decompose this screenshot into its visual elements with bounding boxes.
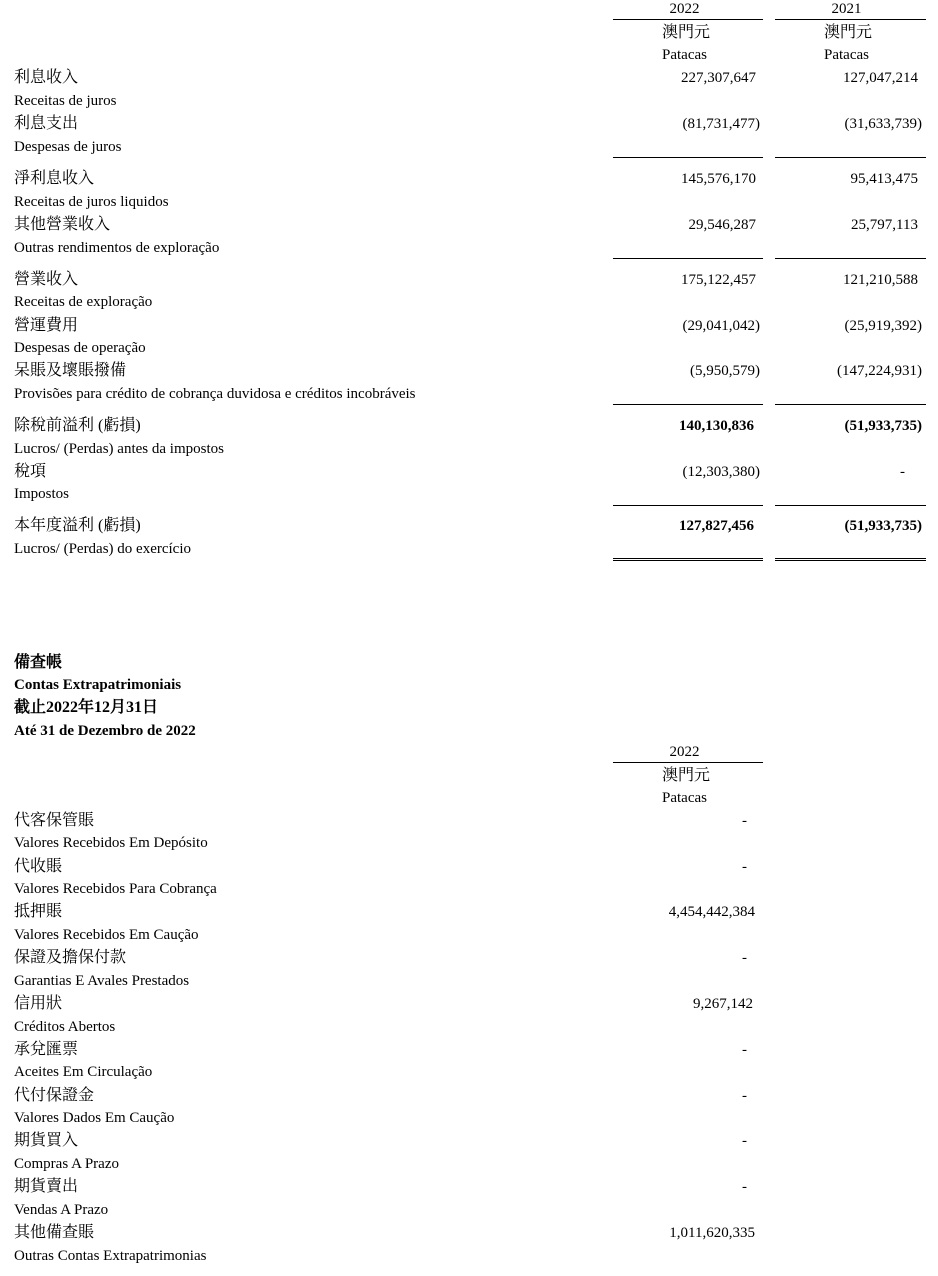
- row-label-pt: Lucros/ (Perdas) do exercício: [14, 541, 192, 557]
- row-label-pt: Despesas de operação: [14, 340, 146, 356]
- row-label-zh: 利息支出: [14, 115, 79, 132]
- value-2021: (147,224,931): [837, 363, 922, 379]
- value-2022: (81,731,477): [682, 116, 760, 132]
- off-balance-header-rule: [613, 762, 763, 763]
- off-balance-label-pt: Valores Recebidos Em Depósito: [14, 835, 208, 851]
- row-label-zh: 稅項: [14, 463, 47, 480]
- off-balance-label-zh: 期貨買入: [14, 1132, 79, 1149]
- row-label-zh: 利息收入: [14, 69, 79, 86]
- off-balance-currency-pt: Patacas: [662, 790, 707, 806]
- row-label-zh: 淨利息收入: [14, 170, 95, 187]
- total-double-rule-2022: [613, 558, 763, 561]
- subtotal-rule-2022: [613, 258, 763, 259]
- row-label-pt: Receitas de juros: [14, 93, 117, 109]
- row-label-pt: Receitas de juros liquidos: [14, 194, 169, 210]
- header-rule-2022: [613, 19, 763, 20]
- off-balance-label-pt: Outras Contas Extrapatrimonias: [14, 1248, 207, 1264]
- off-balance-label-zh: 抵押賬: [14, 903, 63, 920]
- off-balance-label-pt: Aceites Em Circulação: [14, 1064, 153, 1080]
- value-2021: 95,413,475: [850, 171, 918, 187]
- row-label-pt: Despesas de juros: [14, 139, 122, 155]
- value-2022: 127,827,456: [679, 518, 754, 534]
- off-balance-value: -: [742, 1133, 747, 1149]
- row-label-zh: 呆賬及壞賬撥備: [14, 362, 127, 379]
- off-balance-currency-zh: 澳門元: [662, 767, 711, 784]
- year-2021-header: 2021: [831, 1, 862, 17]
- subtotal-rule-2021: [775, 505, 926, 506]
- row-label-zh: 除稅前溢利 (虧損): [14, 417, 141, 434]
- total-double-rule-2021: [775, 558, 926, 561]
- subtotal-rule-2021: [775, 258, 926, 259]
- subtotal-rule-2021: [775, 404, 926, 405]
- off-balance-label-zh: 代收賬: [14, 858, 63, 875]
- off-balance-label-pt: Valores Recebidos Em Caução: [14, 927, 199, 943]
- off-balance-label-pt: Vendas A Prazo: [14, 1202, 109, 1218]
- value-2022: (12,303,380): [682, 464, 760, 480]
- row-label-zh: 營業收入: [14, 271, 79, 288]
- off-balance-label-zh: 其他備查賬: [14, 1224, 95, 1241]
- off-balance-value: 1,011,620,335: [669, 1225, 755, 1241]
- off-balance-value: 4,454,442,384: [668, 904, 755, 920]
- section-date-zh: 截止2022年12月31日: [14, 699, 159, 716]
- value-2021: (25,919,392): [844, 318, 922, 334]
- row-label-pt: Outras rendimentos de exploração: [14, 240, 220, 256]
- row-label-zh: 本年度溢利 (虧損): [14, 517, 141, 534]
- off-balance-value: 9,267,142: [693, 996, 753, 1012]
- header-rule-2021: [775, 19, 926, 20]
- off-balance-label-zh: 保證及擔保付款: [14, 949, 127, 966]
- off-balance-value: -: [742, 813, 747, 829]
- off-balance-value: -: [742, 1179, 747, 1195]
- value-2021: (31,633,739): [844, 116, 922, 132]
- value-2021: 127,047,214: [843, 70, 918, 86]
- off-balance-value: -: [742, 859, 747, 875]
- section-title-zh: 備查帳: [14, 654, 63, 671]
- row-label-pt: Provisões para crédito de cobrança duvidosa e créditos incobráveis: [14, 386, 416, 402]
- off-balance-label-zh: 期貨賣出: [14, 1178, 79, 1195]
- section-title-pt: Contas Extrapatrimoniais: [14, 677, 182, 693]
- value-2021: 25,797,113: [851, 217, 918, 233]
- subtotal-rule-2022: [613, 404, 763, 405]
- currency-pt-2022: Patacas: [662, 47, 707, 63]
- off-balance-label-zh: 代客保管賬: [14, 812, 95, 829]
- subtotal-rule-2022: [613, 157, 763, 158]
- row-label-zh: 其他營業收入: [14, 216, 111, 233]
- value-2021: (51,933,735): [844, 518, 922, 534]
- currency-pt-2021: Patacas: [824, 47, 869, 63]
- row-label-pt: Lucros/ (Perdas) antes da impostos: [14, 441, 224, 457]
- off-balance-label-pt: Créditos Abertos: [14, 1019, 116, 1035]
- year-2022-header: 2022: [669, 1, 700, 17]
- off-balance-value: -: [742, 1042, 747, 1058]
- row-label-zh: 營運費用: [14, 317, 79, 334]
- value-2022: 140,130,836: [679, 418, 754, 434]
- row-label-pt: Receitas de exploração: [14, 294, 153, 310]
- off-balance-value: -: [742, 950, 747, 966]
- value-2022: 29,546,287: [688, 217, 756, 233]
- off-balance-label-pt: Compras A Prazo: [14, 1156, 119, 1172]
- off-balance-label-pt: Valores Recebidos Para Cobrança: [14, 881, 217, 897]
- value-2021: -: [900, 464, 905, 480]
- value-2021: (51,933,735): [844, 418, 922, 434]
- off-balance-year-header: 2022: [669, 744, 700, 760]
- currency-zh-2022: 澳門元: [662, 24, 711, 41]
- off-balance-label-pt: Valores Dados Em Caução: [14, 1110, 175, 1126]
- value-2022: 175,122,457: [681, 272, 756, 288]
- section-date-pt: Até 31 de Dezembro de 2022: [14, 723, 196, 739]
- row-label-pt: Impostos: [14, 486, 70, 502]
- currency-zh-2021: 澳門元: [824, 24, 873, 41]
- off-balance-label-zh: 信用狀: [14, 995, 63, 1012]
- off-balance-label-pt: Garantias E Avales Prestados: [14, 973, 190, 989]
- value-2022: 227,307,647: [681, 70, 756, 86]
- subtotal-rule-2022: [613, 505, 763, 506]
- off-balance-label-zh: 代付保證金: [14, 1087, 95, 1104]
- value-2022: (29,041,042): [682, 318, 760, 334]
- value-2022: (5,950,579): [690, 363, 760, 379]
- value-2022: 145,576,170: [681, 171, 756, 187]
- off-balance-value: -: [742, 1088, 747, 1104]
- value-2021: 121,210,588: [843, 272, 918, 288]
- subtotal-rule-2021: [775, 157, 926, 158]
- off-balance-label-zh: 承兌匯票: [14, 1041, 79, 1058]
